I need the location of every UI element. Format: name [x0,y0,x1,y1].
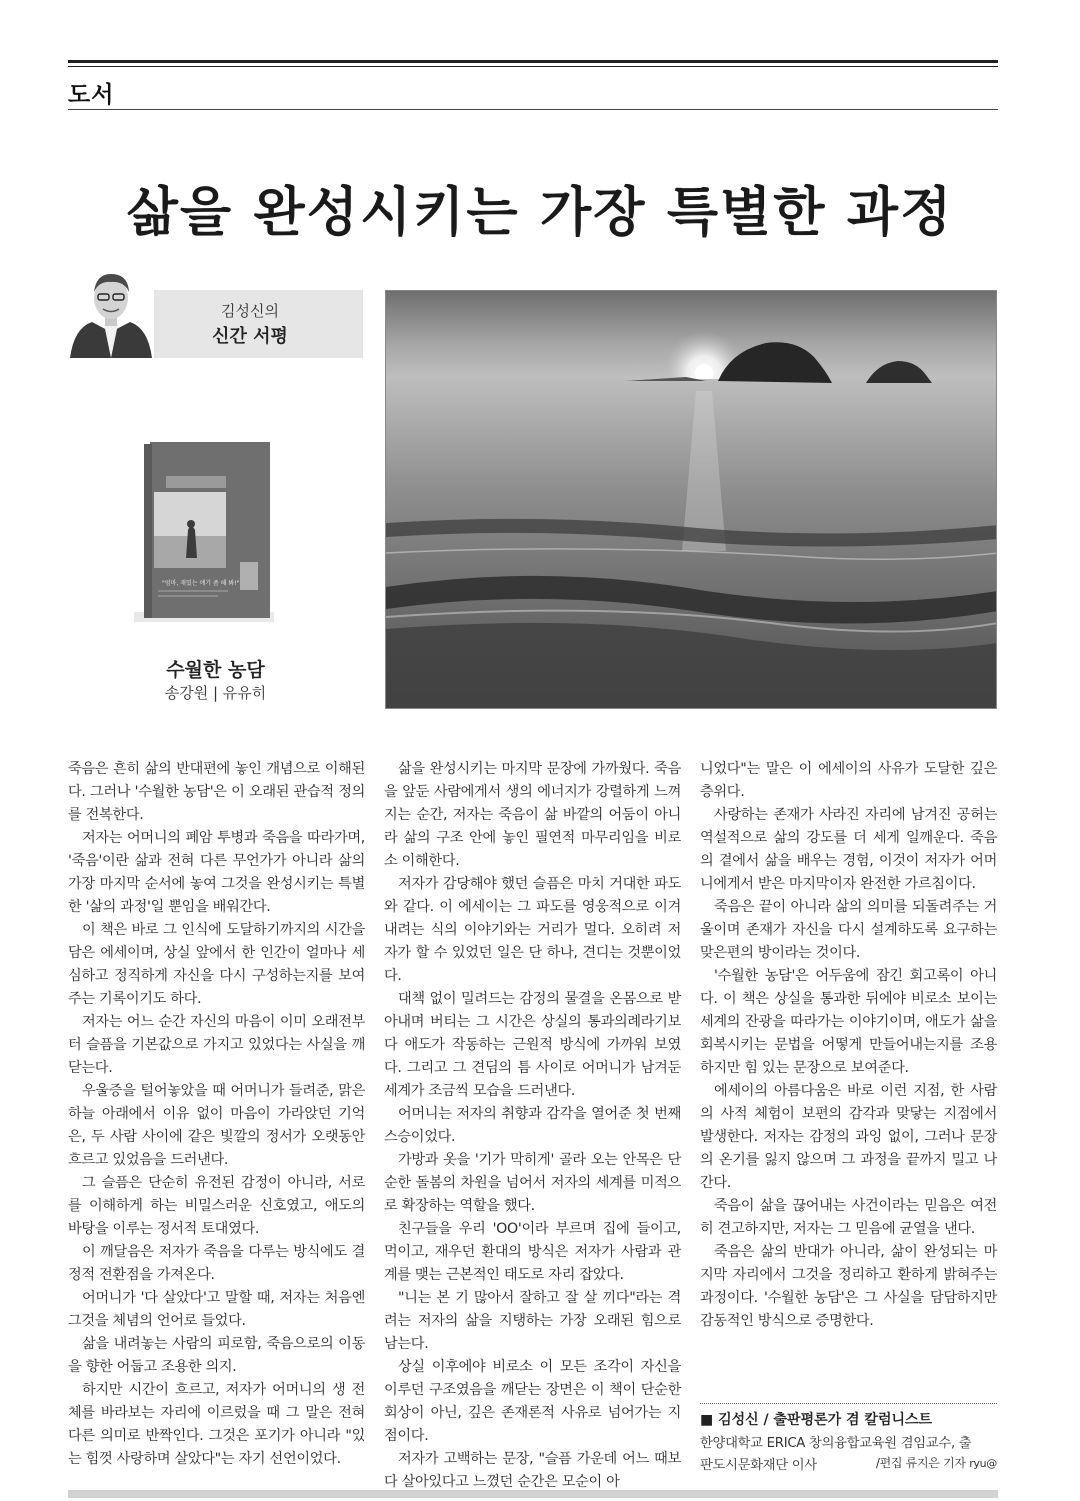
bottom-rule [68,1490,998,1498]
paragraph: 에세이의 아름다움은 바로 이런 지점, 한 사람의 사적 체험이 보편의 감각과 맞닿는 지점에서 발생한다. 저자는 감정의 과잉 없이, 그러나 문장의 온기를 잃지 않으며 그 과정을 끝까지 밀고 나간다. [700,1083,997,1191]
article-column-3 [700,758,997,1333]
article-column-1 [68,758,365,1471]
paragraph: 저자는 어머니의 폐암 투병과 죽음을 따라가며, '죽음'이란 삶과 전혀 다른 무언가가 아니라 삶의 가장 마지막 순서에 놓여 그것을 완성시키는 특별한 '삶의 과정'일 뿐임을 배워간다. [68,830,365,915]
paragraph: 이 깨달음은 저자가 죽음을 다루는 방식에도 결정적 전환점을 가져온다. [68,1244,365,1283]
paragraph: 사랑하는 존재가 사라진 자리에 남겨진 공허는 역설적으로 삶의 강도를 더 세게 일깨운다. 죽음의 곁에서 삶을 배우는 경험, 이것이 저자가 어머니에게서 받은 마지막이자 완전한 가르침이다. [700,807,997,892]
paragraph: 죽음은 삶의 반대가 아니라, 삶이 완성되는 마지막 자리에서 그것을 정리하고 환하게 밝혀주는 과정이다. '수월한 농담'은 그 사실을 담담하지만 감동적인 방식으로 증명한다. [700,1244,997,1329]
paragraph: 니었다"는 말은 이 에세이의 사유가 도달한 깊은 층위다. [700,761,997,800]
review-type-label: 신간 서평 [212,326,288,347]
article-column-2 [384,758,681,1494]
byline-description: 한양대학교 ERICA 창의융합교육원 겸임교수, 출 [700,1436,972,1451]
paragraph: '수월한 농담'은 어두움에 잠긴 회고록이 아니다. 이 책은 상실을 통과한 뒤에야 비로소 보이는 세계의 잔광을 따라가는 이야기이며, 애도가 삶을 회복시키는 문법을 어떻게 만들어내는지를 조용하지만 힘 있는 문장으로 보여준다. [700,968,997,1076]
book-cover-image [128,440,276,626]
paragraph: 상실 이후에야 비로소 이 모든 조각이 자신을 이루던 구조였음을 깨닫는 장면은 이 책이 단순한 회상이 아닌, 깊은 존재론적 사유로 넘어가는 지점이다. [384,1359,681,1444]
editor-name: /편집 류지은 기자 [875,1456,966,1470]
paragraph: 어머니는 저자의 취향과 감각을 열어준 첫 번째 스승이었다. [384,1106,681,1145]
book-title: 수월한 농담 [166,659,265,681]
editor-credit [876,1454,997,1471]
paragraph: 저자가 고백하는 문장, "슬픔 가운데 어느 때보다 살아있다고 느꼈던 순간은 모순이 아 [384,1451,681,1490]
paragraph: 삶을 내려놓는 사람의 피로함, 죽음으로의 이동을 향한 어둡고 조용한 의지. [68,1336,365,1375]
paragraph: 우울증을 털어놓았을 때 어머니가 들려준, 맑은 하늘 아래에서 이유 없이 마음이 가라앉던 기억은, 두 사람 사이에 같은 빛깔의 정서가 오랫동안 흐르고 있었음을 드러낸다. [68,1083,365,1168]
paragraph: 하지만 시간이 흐르고, 저자가 어머니의 생 전체를 바라보는 자리에 이르렀을 때 그 말은 전혀 다른 의미로 반짝인다. 그것은 포기가 아니라 "있는 힘껏 사랑하며 살았다"는 자기 선언이었다. [68,1382,365,1467]
paragraph: 가방과 옷을 '기가 막히게' 골라 오는 안목은 단순한 돌봄의 차원을 넘어서 저자의 세계를 미적으로 확장하는 역할을 했다. [384,1152,681,1214]
paragraph: 이 책은 바로 그 인식에 도달하기까지의 시간을 담은 에세이며, 상실 앞에서 한 인간이 얼마나 세심하고 정직하게 자신을 다시 구성하는지를 보여주는 기록이기도 하다. [68,922,365,1007]
paragraph: 죽음은 끝이 아니라 삶의 의미를 되돌려주는 거울이며 존재가 자신을 다시 설계하도록 요구하는 맞은편의 방이라는 것이다. [700,899,997,961]
paragraph: 대책 없이 밀려드는 감정의 물결을 온몸으로 받아내며 버티는 그 시간은 상실의 통과의례라기보다 애도가 작동하는 근원적 방식에 가까워 보였다. 그리고 그 견딤의 틈 사이로 어머니가 남겨둔 세계가 조금씩 모습을 드러낸다. [384,991,681,1099]
cover-quote: "엄마, 재밌는 얘기 좀 해 봐!" [162,580,240,587]
paragraph: 그 슬픔은 단순히 유전된 감정이 아니라, 서로를 이해하게 하는 비밀스러운 신호였고, 애도의 바탕을 이루는 정서적 토대였다. [68,1175,365,1237]
paragraph: 친구들을 우리 'OO'이라 부르며 집에 들이고, 먹이고, 재우던 환대의 방식은 저자가 사람과 관계를 맺는 근본적인 태도로 자리 잡았다. [384,1221,681,1283]
paragraph: 죽음이 삶을 끊어내는 사건이라는 믿음은 여전히 견고하지만, 저자는 그 믿음에 균열을 낸다. [700,1198,997,1237]
section-label: 도서 [68,82,115,108]
paragraph: 어머니가 '다 살았다'고 말할 때, 저자는 처음엔 그것을 체념의 언어로 들었다. [68,1290,365,1329]
byline-name: ■ 김성신 / 출판평론가 겸 칼럼니스트 [700,1412,933,1428]
paragraph: 저자는 어느 순간 자신의 마음이 이미 오래전부터 슬픔을 기본값으로 가지고 있었다는 사실을 깨닫는다. [68,1014,365,1076]
review-author-label: 김성신의 [221,302,279,320]
author-avatar [68,266,154,358]
byline-desc-text: 판도시문화재단 이사 [700,1458,817,1473]
top-rule [68,60,998,63]
byline-description-cont [700,1454,997,1473]
paragraph: "니는 본 기 많아서 잘하고 잘 살 끼다"라는 격려는 저자의 삶을 지탱하는 가장 오래된 힘으로 남는다. [384,1290,681,1352]
seascape-photo [385,290,997,709]
editor-email: ryu@ [969,1457,997,1470]
top-rule-thin [68,66,998,67]
paragraph: 삶을 완성시키는 마지막 문장에 가까웠다. 죽음을 앞둔 사람에게서 생의 에너지가 강렬하게 느껴지는 순간, 저자는 죽음이 삶 바깥의 어둠이 아니라 삶의 구조 안에 놓인 필연적 마무리임을 비로소 이해한다. [384,761,681,869]
headline: 삶을 완성시키는 가장 특별한 과정 [126,181,954,243]
book-author-publisher: 송강원 | 유유히 [164,684,267,702]
paragraph: 저자가 감당해야 했던 슬픔은 마치 거대한 파도와 같다. 이 에세이는 그 파도를 영웅적으로 이겨내려는 식의 이야기와는 거리가 멀다. 오히려 저자가 할 수 있었던 일은 단 하나, 견디는 것뿐이었다. [384,876,681,984]
byline-rule [700,1403,997,1404]
section-rule [68,109,998,110]
paragraph: 죽음은 흔히 삶의 반대편에 놓인 개념으로 이해된다. 그러나 '수월한 농담'은 이 오래된 관습적 정의를 전복한다. [68,761,365,823]
